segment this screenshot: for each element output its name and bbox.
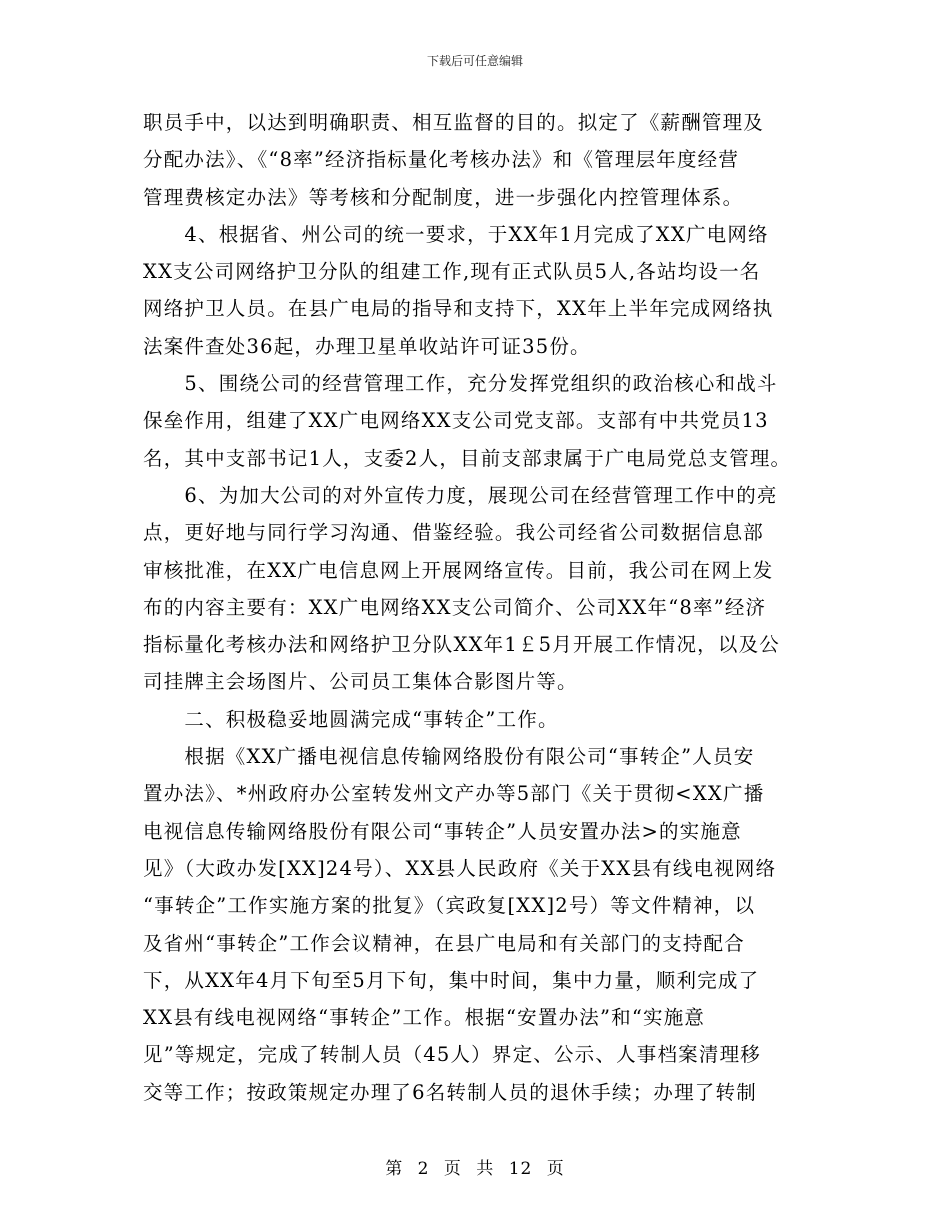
text-line: 名，其中支部书记1人，支委2人，目前支部隶属于广电局党总支管理。	[143, 446, 792, 470]
text-line: 交等工作；按政策规定办理了6名转制人员的退休手续；办理了转制	[143, 1080, 757, 1104]
text-line: “事转企”工作实施方案的批复》（宾政复[XX]2号）等文件精神，以	[143, 894, 756, 918]
text-line: 布的内容主要有：XX广电网络XX支公司简介、公司XX年“8率”经济	[143, 595, 767, 619]
text-line: 点，更好地与同行学习沟通、借鉴经验。我公司经省公司数据信息部	[143, 521, 765, 545]
text-line: 4、根据省、州公司的统一要求，于XX年1月完成了XX广电网络	[143, 222, 769, 246]
text-line: 及省州“事转企”工作会议精神，在县广电局和有关部门的支持配合	[143, 931, 745, 955]
text-line: 置办法》、*州政府办公室转发州文产办等5部门《关于贯彻<XX广播	[143, 782, 765, 806]
text-line: 5、围绕公司的经营管理工作，充分发挥党组织的政治核心和战斗	[143, 372, 778, 396]
page-header: 下载后可任意编辑	[426, 54, 523, 68]
text-line: 职员手中，以达到明确职责、相互监督的目的。拟定了《薪酬管理及	[143, 111, 765, 134]
text-line: 电视信息传输网络股份有限公司“事转企”人员安置办法>的实施意	[143, 819, 742, 843]
text-line: 司挂牌主会场图片、公司员工集体合影图片等。	[143, 670, 578, 694]
page-footer	[0, 1154, 950, 1179]
text-line: 下，从XX年4月下旬至5月下旬，集中时间，集中力量，顺利完成了	[143, 968, 760, 992]
page-prefix: 第	[385, 1159, 404, 1179]
text-line: 6、为加大公司的对外宣传力度，展现公司在经营管理工作中的亮	[143, 483, 778, 507]
text-line: 管理费核定办法》等考核和分配制度，进一步强化内控管理体系。	[143, 185, 744, 209]
text-line: 见”等规定，完成了转制人员（45人）界定、公示、人事档案清理移	[143, 1043, 761, 1067]
text-line: 根据《XX广播电视信息传输网络股份有限公司“事转企”人员安	[143, 745, 755, 769]
page-suffix: 页	[546, 1159, 565, 1179]
page-total-prefix: 共	[476, 1159, 495, 1179]
document-body	[143, 104, 823, 1111]
page-mid: 页	[443, 1159, 462, 1179]
text-line: XX县有线电视网络“事转企”工作。根据“安置办法”和“实施意	[143, 1006, 706, 1030]
text-line: XX支公司网络护卫分队的组建工作,现有正式队员5人,各站均设一名	[143, 260, 761, 284]
section-heading: 二、积极稳妥地圆满完成“事转企”工作。	[143, 707, 559, 731]
text-line: 法案件查处36起，办理卫星单收站许可证35份。	[143, 334, 591, 358]
page-total: 12	[508, 1159, 533, 1179]
text-line: 见》（大政办发[XX]24号）、XX县人民政府《关于XX县有线电视网络	[143, 856, 777, 880]
text-line: 审核批准，在XX广电信息网上开展网络宣传。目前，我公司在网上发	[143, 558, 774, 582]
text-line: 网络护卫人员。在县广电局的指导和支持下，XX年上半年完成网络执	[143, 297, 774, 321]
page-number: 2	[417, 1159, 430, 1179]
text-line: 保垒作用，组建了XX广电网络XX支公司党支部。支部有中共党员13	[143, 409, 769, 433]
text-line: 分配办法》、《“8率”经济指标量化考核办法》和《管理层年度经营	[143, 148, 740, 172]
text-line: 指标量化考核办法和网络护卫分队XX年1￡5月开展工作情况，以及公	[143, 633, 780, 657]
